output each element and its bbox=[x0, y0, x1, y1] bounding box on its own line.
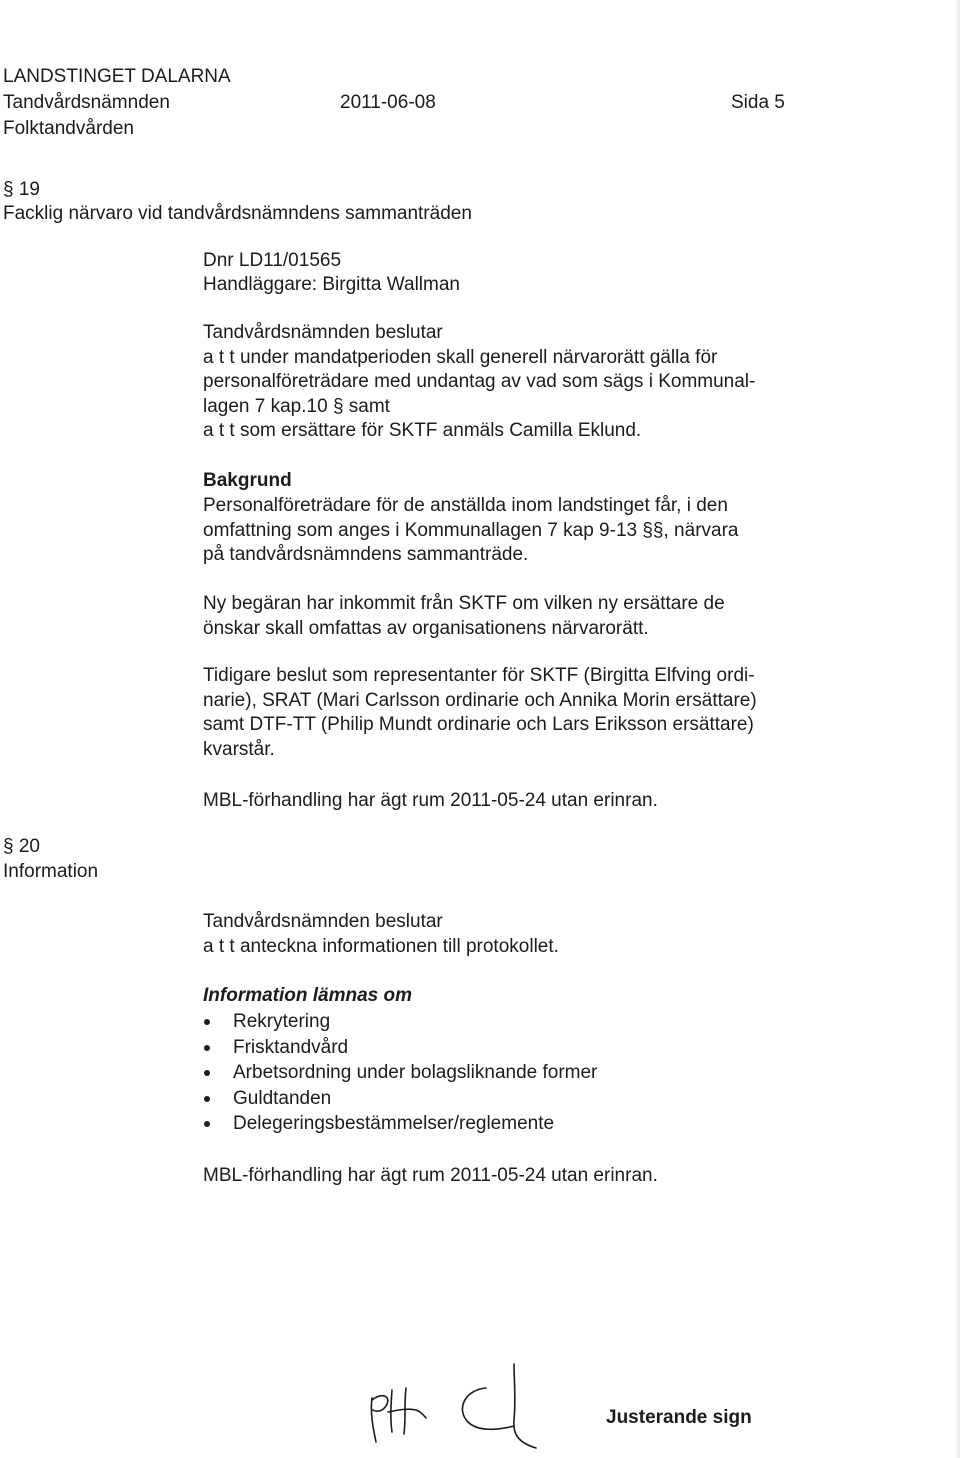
info-list bbox=[201, 1009, 597, 1137]
request-paragraph bbox=[203, 592, 725, 641]
page-number: Sida 5 bbox=[731, 92, 785, 113]
sign-label: Justerande sign bbox=[606, 1407, 752, 1428]
background-line: Personalföreträdare för de anställda inom landstinget får, i den bbox=[203, 495, 728, 516]
background-paragraph bbox=[203, 494, 738, 568]
page-edge bbox=[954, 0, 960, 1458]
signature-stroke bbox=[514, 1364, 536, 1448]
previous-line: Tidigare beslut som representanter för SKTF (Birgitta Elfving ordi- bbox=[203, 665, 755, 686]
decision-line: lagen 7 kap.10 § samt bbox=[203, 395, 390, 417]
list-item: Delegeringsbestämmelser/reglemente bbox=[201, 1111, 597, 1137]
case-number: Dnr LD11/01565 bbox=[203, 250, 342, 271]
section-19-number: § 19 bbox=[3, 179, 40, 200]
signature-marks bbox=[364, 1360, 554, 1450]
meeting-date: 2011-06-08 bbox=[340, 92, 436, 113]
previous-decision-paragraph bbox=[203, 664, 757, 762]
request-line: Ny begäran har inkommit från SKTF om vilken ny ersättare de bbox=[203, 593, 725, 614]
signature-stroke bbox=[371, 1398, 376, 1442]
decision-line: a t t som ersättare för SKTF anmäls Camilla Eklund. bbox=[203, 420, 642, 441]
list-item: Guldtanden bbox=[201, 1086, 597, 1112]
section-19-decision bbox=[203, 321, 755, 444]
signature-stroke bbox=[388, 1409, 426, 1418]
background-heading: Bakgrund bbox=[203, 470, 292, 491]
decision-line: a t t under mandatperioden skall generell närvarorätt gälla för bbox=[203, 346, 718, 368]
info-heading: Information lämnas om bbox=[203, 985, 413, 1006]
section-19-mbl-note: MBL-förhandling har ägt rum 2011-05-24 utan erinran. bbox=[203, 790, 658, 811]
section-19-title: Facklig närvaro vid tandvårdsnämndens sammanträden bbox=[3, 203, 472, 224]
previous-line: samt DTF-TT (Philip Mundt ordinarie och Lars Eriksson ersättare) bbox=[203, 714, 754, 735]
list-item: Rekrytering bbox=[201, 1009, 597, 1035]
previous-line: kvarstår. bbox=[203, 738, 275, 760]
signature-stroke bbox=[372, 1396, 388, 1411]
decision-line: Tandvårdsnämnden beslutar bbox=[203, 911, 443, 932]
decision-line: personalföreträdare med undantag av vad som sägs i Kommunal- bbox=[203, 371, 756, 392]
background-line: på tandvårdsnämndens sammanträde. bbox=[203, 544, 529, 565]
request-line: önskar skall omfattas av organisationens närvarorätt. bbox=[203, 617, 649, 639]
section-20-decision bbox=[203, 910, 559, 959]
background-line: omfattning som anges i Kommunallagen 7 kap 9-13 §§, närvara bbox=[203, 519, 739, 541]
section-20-number: § 20 bbox=[3, 836, 40, 857]
case-handler: Handläggare: Birgitta Wallman bbox=[203, 274, 460, 295]
org-name: LANDSTINGET DALARNA bbox=[3, 66, 231, 87]
previous-line: narie), SRAT (Mari Carlsson ordinarie och Annika Morin ersättare) bbox=[203, 689, 757, 711]
signature-stroke bbox=[462, 1388, 514, 1429]
unit-name: Folktandvården bbox=[3, 118, 134, 139]
section-20-mbl-note: MBL-förhandling har ägt rum 2011-05-24 utan erinran. bbox=[203, 1165, 658, 1186]
committee-name: Tandvårdsnämnden bbox=[3, 92, 170, 113]
list-item: Arbetsordning under bolagsliknande former bbox=[201, 1060, 597, 1086]
decision-line: a t t anteckna informationen till protokollet. bbox=[203, 935, 559, 957]
list-item: Frisktandvård bbox=[201, 1035, 597, 1061]
signature-stroke bbox=[404, 1388, 406, 1434]
section-20-title: Information bbox=[3, 861, 99, 882]
decision-line: Tandvårdsnämnden beslutar bbox=[203, 322, 443, 343]
